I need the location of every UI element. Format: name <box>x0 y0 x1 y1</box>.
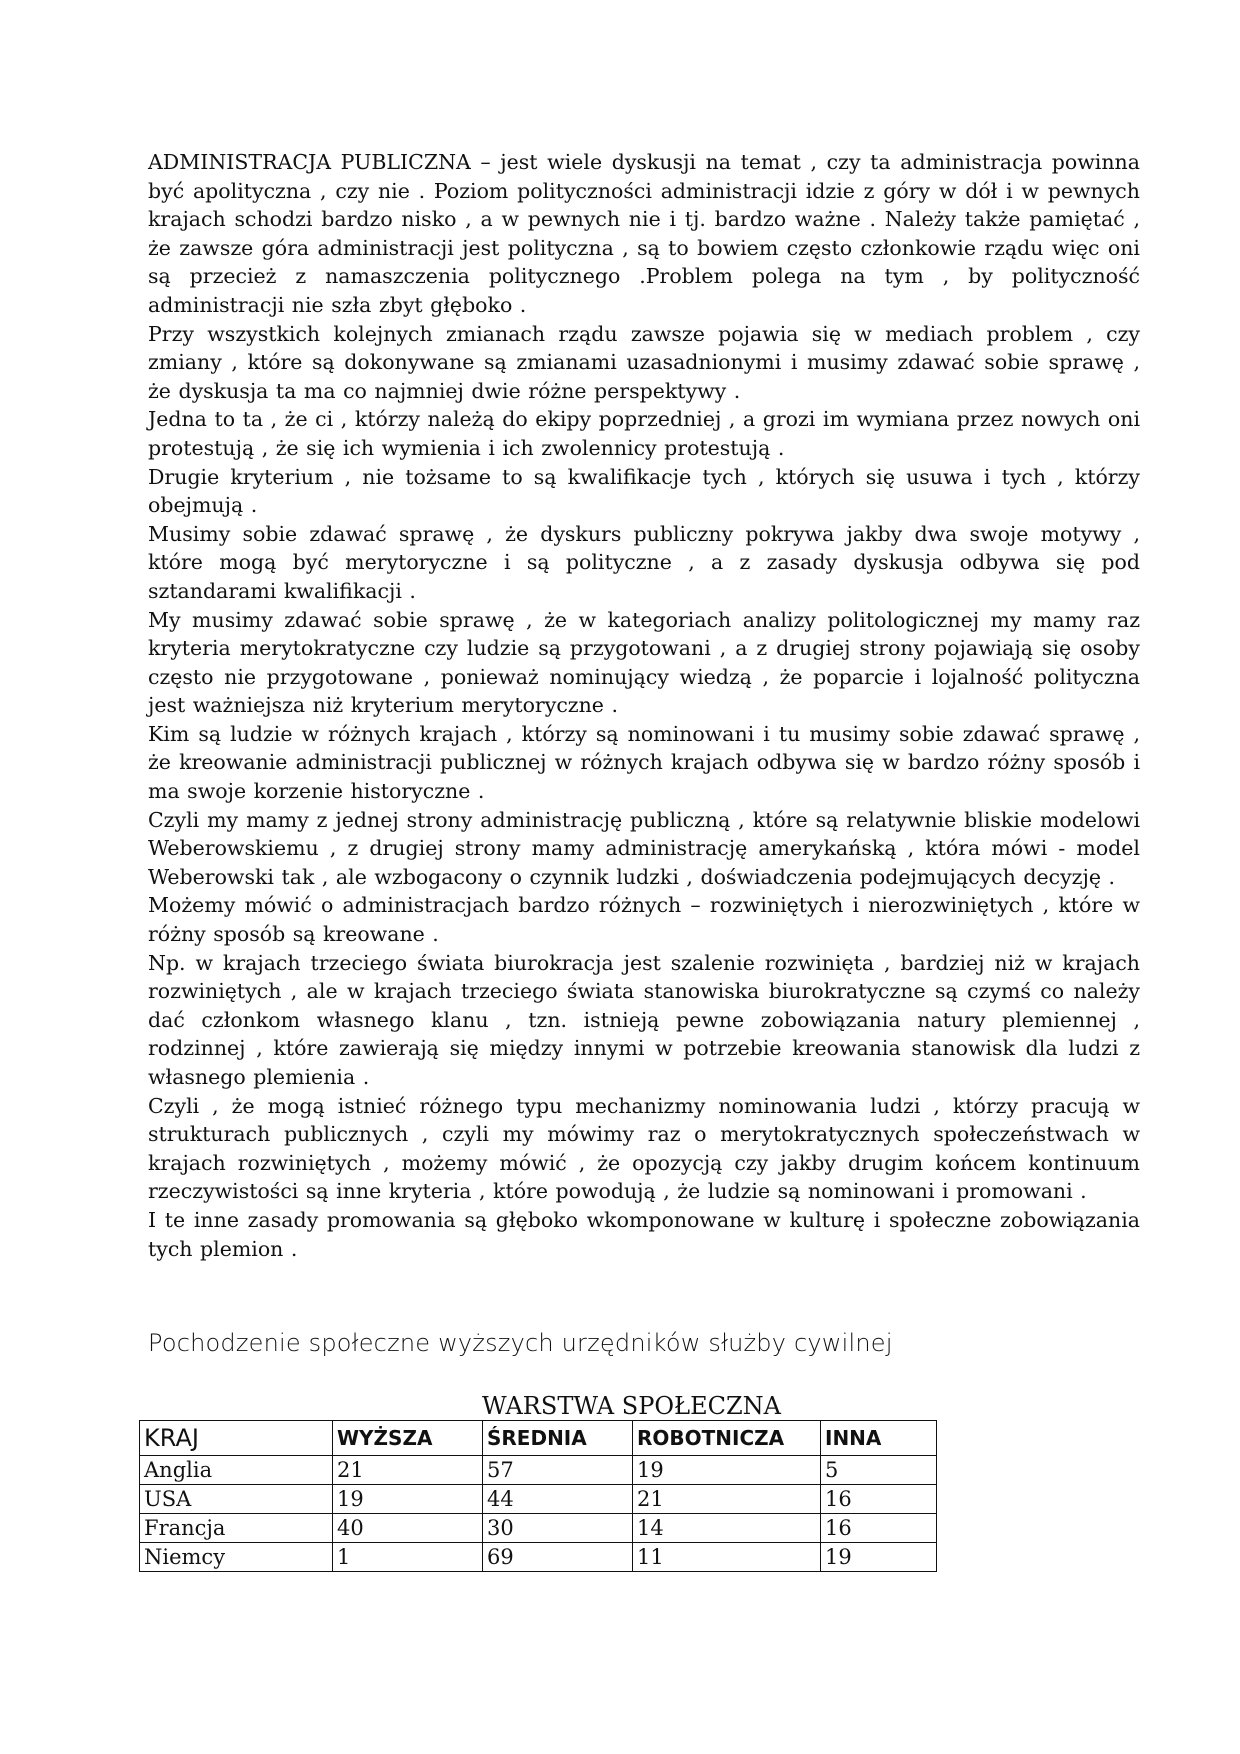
paragraph: My musimy zdawać sobie sprawę , że w kategoriach analizy politologicznej my mamy raz kryteria merytokratyczne czy ludzie są przygotowani , a z drugiej strony pojawiają się osoby często nie przygotowane , ponieważ nominujący wiedzą , że poparcie i lojalność polityczna jest ważniejsza niż kryterium merytoryczne . <box>148 607 1140 718</box>
paragraph: Drugie kryterium , nie tożsame to są kwalifikacje tych , których się usuwa i tych , którzy obejmują . <box>148 464 1140 518</box>
table-cell: 40 <box>333 1514 483 1543</box>
table-cell: 16 <box>821 1485 937 1514</box>
table-caption: WARSTWA SPOŁECZNA <box>482 1392 781 1420</box>
table-cell: 5 <box>821 1456 937 1485</box>
social-origin-table <box>139 1420 937 1572</box>
paragraph: Czyli , że mogą istnieć różnego typu mechanizmy nominowania ludzi , którzy pracują w strukturach publicznych , czyli my mówimy raz o merytokratycznych społeczeństwach w krajach rozwiniętych , możemy mówić , że opozycją czy jakby drugim końcem kontinuum rzeczywistości są inne kryteria , które powodują , że ludzie są nominowani i promowani . <box>148 1093 1140 1204</box>
table-cell: USA <box>140 1485 333 1514</box>
table-header-cell: ŚREDNIA <box>483 1421 633 1456</box>
table-cell: Niemcy <box>140 1543 333 1572</box>
section-title: Pochodzenie społeczne wyższych urzędników służby cywilnej <box>148 1329 893 1357</box>
table-row <box>140 1543 937 1572</box>
table-cell: 19 <box>333 1485 483 1514</box>
table-cell: 11 <box>633 1543 821 1572</box>
table-header-cell: INNA <box>821 1421 937 1456</box>
table-cell: Anglia <box>140 1456 333 1485</box>
table-cell: 21 <box>633 1485 821 1514</box>
paragraph: Jedna to ta , że ci , którzy należą do ekipy poprzedniej , a grozi im wymiana przez nowych oni protestują , że się ich wymienia i ich zwolennicy protestują . <box>148 407 1140 460</box>
table-header-cell: KRAJ <box>140 1421 333 1456</box>
table-header-cell: ROBOTNICZA <box>633 1421 821 1456</box>
paragraph: Czyli my mamy z jednej strony administrację publiczną , które są relatywnie bliskie modelowi Weberowskiemu , z drugiej strony mamy administrację amerykańską , która mówi - model Weberowski tak , ale wzbogacony o czynnik ludzki , doświadczenia podejmujących decyzję . <box>148 807 1140 889</box>
paragraph: Musimy sobie zdawać sprawę , że dyskurs publiczny pokrywa jakby dwa swoje motywy , które mogą być merytoryczne i są polityczne , a z zasady dyskusja odbywa się pod sztandarami kwalifikacji . <box>148 521 1140 603</box>
table-header-cell: WYŻSZA <box>333 1421 483 1456</box>
table-cell: 16 <box>821 1514 937 1543</box>
table-row <box>140 1485 937 1514</box>
table-cell: 30 <box>483 1514 633 1543</box>
paragraph: Przy wszystkich kolejnych zmianach rządu zawsze pojawia się w mediach problem , czy zmiany , które są dokonywane są zmianami uzasadnionymi i musimy zdawać sobie sprawę , że dyskusja ta ma co najmniej dwie różne perspektywy . <box>148 321 1140 403</box>
table-row <box>140 1456 937 1485</box>
paragraph: I te inne zasady promowania są głęboko wkomponowane w kulturę i społeczne zobowiązania tych plemion . <box>148 1207 1140 1261</box>
table-header-row <box>140 1421 937 1456</box>
paragraph: Np. w krajach trzeciego świata biurokracja jest szalenie rozwinięta , bardziej niż w krajach rozwiniętych , ale w krajach trzeciego świata stanowiska biurokratyczne są czymś co należy dać członkom własnego klanu , tzn. istnieją pewne zobowiązania natury plemiennej , rodzinnej , które zawierają się między innymi w potrzebie kreowania stanowisk dla ludzi z własnego plemienia . <box>148 950 1140 1089</box>
table-cell: Francja <box>140 1514 333 1543</box>
table-row <box>140 1514 937 1543</box>
table-cell: 14 <box>633 1514 821 1543</box>
table-cell: 69 <box>483 1543 633 1572</box>
table-cell: 19 <box>633 1456 821 1485</box>
table-cell: 21 <box>333 1456 483 1485</box>
paragraph: ADMINISTRACJA PUBLICZNA – jest wiele dyskusji na temat , czy ta administracja powinna być apolityczna , czy nie . Poziom polityczności administracji idzie z góry w dół i w pewnych krajach schodzi bardzo nisko , a w pewnych nie i tj. bardzo ważne . Należy także pamiętać , że zawsze góra administracji jest polityczna , są to bowiem często członkowie rządu więc oni są przecież z namaszczenia politycznego .Problem polega na tym , by polityczność administracji nie szła zbyt głęboko . <box>148 150 1140 317</box>
paragraph: Możemy mówić o administracjach bardzo różnych – rozwiniętych i nierozwiniętych , które w różny sposób są kreowane . <box>148 893 1140 947</box>
paragraph: Kim są ludzie w różnych krajach , którzy są nominowani i tu musimy sobie zdawać sprawę , że kreowanie administracji publicznej w różnych krajach odbywa się w bardzo różny sposób i ma swoje korzenie historyczne . <box>148 721 1140 804</box>
table-cell: 19 <box>821 1543 937 1572</box>
body-text <box>148 148 1140 1263</box>
table-cell: 1 <box>333 1543 483 1572</box>
table-cell: 57 <box>483 1456 633 1485</box>
table-cell: 44 <box>483 1485 633 1514</box>
